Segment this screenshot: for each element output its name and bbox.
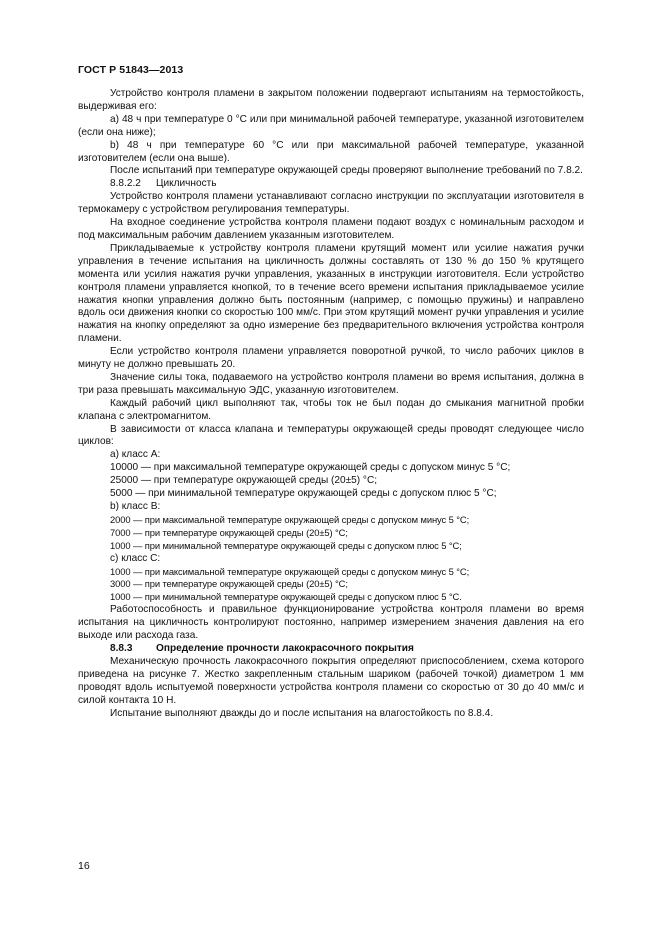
document-header: ГОСТ Р 51843—2013: [78, 64, 184, 76]
document-body: [78, 88, 584, 720]
paragraph: После испытаний при температуре окружающей среды проверяют выполнение требований по 7.8.2.: [110, 165, 583, 177]
paragraph: Каждый рабочий цикл выполняют так, чтобы ток не был подан до смыкания магнитной пробки клапана с электромагнитом.: [78, 397, 584, 422]
paragraph: b) 48 ч при температуре 60 °С или при максимальной рабочей температуре, указанной изготовителем (если она выше).: [78, 139, 584, 164]
section-number: 8.8.3: [110, 642, 133, 654]
section-number: 8.8.2.2: [110, 178, 141, 190]
paragraph: Устройство контроля пламени устанавливают согласно инструкции по эксплуатации изготовителя в термокамеру с устройством регулирования температуры.: [78, 191, 584, 216]
paragraph: a) 48 ч при температуре 0 °С или при минимальной рабочей температуре, указанной изготовителем (если она ниже);: [78, 113, 584, 138]
list-item: 7000 — при температуре окружающей среды (20±5) °С;: [110, 526, 348, 538]
class-b-label: b) класс В:: [110, 501, 161, 512]
paragraph: Если устройство контроля пламени управляется поворотной ручкой, то число рабочих циклов в минуту не должно превышать 20.: [78, 346, 584, 371]
list-item: 25000 — при температуре окружающей среды (20±5) °С;: [110, 475, 378, 487]
paragraph: Прикладываемые к устройству контроля пламени крутящий момент или усилие нажатия ручки управления в течение испытания на цикличность должны составлять от 130 % до 150 % крутящего момента или усилия нажатия ручки управления, указанных в инструкции изготовителя. Если устройство контроля пламени управляется кнопкой, то в течение всего времени испытания прикладываемое усилие нажатия кнопки управления должно быть постоянным (например, с помощью пружины) и направлено вдоль оси движения кнопки со скоростью 100 мм/с. При этом крутящий момент ручки управления и усилие нажатия на кнопку определяют за одно измерение без предварительного включения устройства контроля пламени.: [78, 242, 584, 345]
section-heading-883: [78, 643, 584, 656]
paragraph: В зависимости от класса клапана и температуры окружающей среды проводят следующее число циклов:: [78, 423, 584, 448]
section-title: Цикличность: [156, 178, 217, 190]
paragraph: Значение силы тока, подаваемого на устройство контроля пламени во время испытания, должна в три раза превышать максимальную ЭДС, указанную изготовителем.: [78, 371, 584, 396]
list-item: 3000 — при температуре окружающей среды (20±5) °С;: [110, 578, 348, 590]
list-item: 1000 — при минимальной температуре окружающей среды с допуском плюс 5 °С;: [110, 539, 462, 551]
list-item: 10000 — при максимальной температуре окружающей среды с допуском минус 5 °С;: [110, 462, 511, 474]
section-heading-8822: [78, 178, 584, 191]
class-c-label: с) класс С:: [110, 552, 161, 564]
page-number: 16: [78, 860, 90, 872]
list-item: 1000 — при минимальной температуре окружающей среды с допуском плюс 5 °С.: [110, 591, 462, 603]
paragraph: Работоспособность и правильное функционирование устройства контроля пламени во время испытания на цикличность контролируют постоянно, например измерением значения давления на его выходе или расхода газа.: [78, 604, 584, 642]
list-item: 5000 — при минимальной температуре окружающей среды с допуском плюс 5 °С;: [110, 488, 497, 500]
paragraph: Устройство контроля пламени в закрытом положении подвергают испытаниям на термостойкость, выдерживая его:: [78, 88, 584, 112]
paragraph: Испытание выполняют дважды до и после испытания на влагостойкость по 8.8.4.: [110, 707, 494, 719]
section-title: Определение прочности лакокрасочного покрытия: [156, 642, 414, 654]
list-item: 2000 — при максимальной температуре окружающей среды с допуском минус 5 °С;: [110, 513, 470, 525]
class-a-label: а) класс А:: [110, 449, 161, 461]
paragraph: На входное соединение устройства контроля пламени подают воздух с номинальным расходом и под максимальным рабочим давлением указанным изготовителем.: [78, 217, 584, 241]
list-item: 1000 — при максимальной температуре окружающей среды с допуском минус 5 °С;: [110, 565, 470, 577]
paragraph: Механическую прочность лакокрасочного покрытия определяют приспособлением, схема которого приведена на рисунке 7. Жестко закрепленным стальным шариком (рабочей точкой) диаметром 1 мм проводят вдоль испытуемой поверхности устройства контроля пламени со скоростью от 30 до 40 мм/с и силой контакта 10 Н.: [78, 655, 584, 706]
